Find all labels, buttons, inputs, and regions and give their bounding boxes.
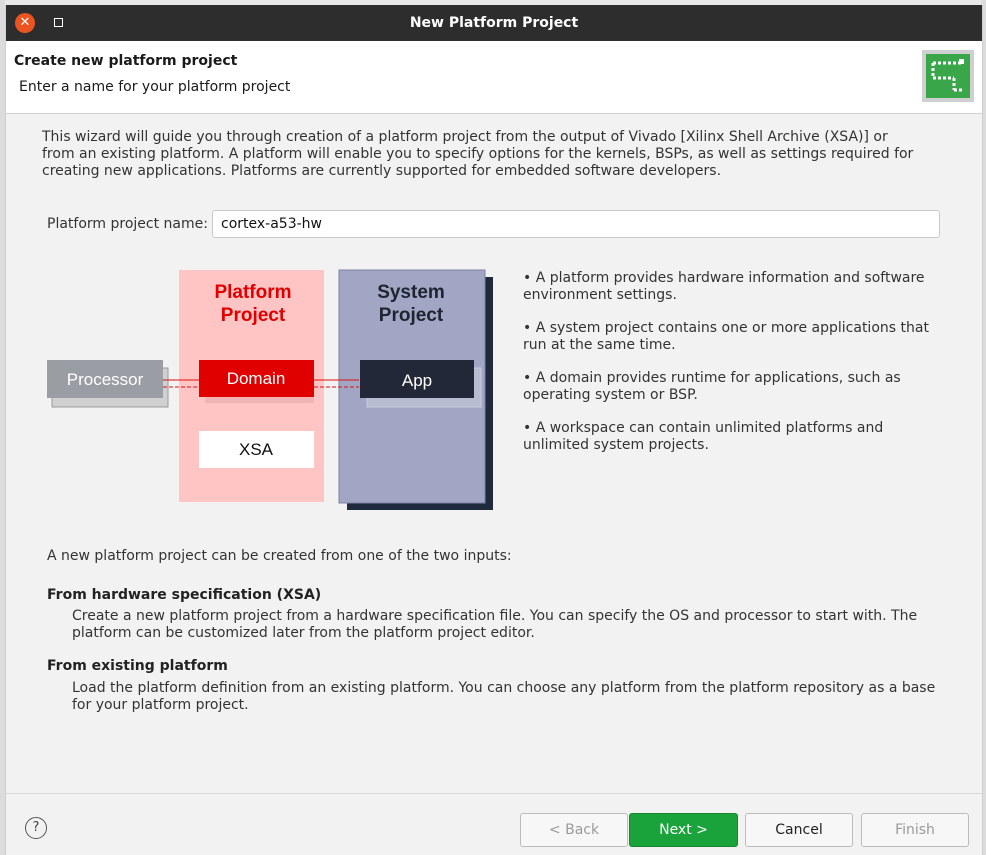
title-bar	[6, 5, 982, 41]
cancel-button[interactable]: Cancel	[745, 813, 853, 847]
system-title-line1: System	[377, 282, 445, 303]
platform-wizard-icon	[922, 50, 974, 102]
processor-label: Processor	[66, 370, 144, 389]
bullet-domain: • A domain provides runtime for applications, such as operating system or BSP.	[523, 370, 901, 403]
page-subtitle: Enter a name for your platform project	[19, 79, 291, 95]
window-title: New Platform Project	[409, 15, 579, 31]
help-button[interactable]	[25, 817, 47, 839]
bullet-platform: • A platform provides hardware information and software environment settings.	[523, 270, 925, 303]
inputs-intro: A new platform project can be created from one of the two inputs:	[47, 548, 512, 564]
close-icon: ✕	[19, 15, 31, 30]
bullet-system-project: • A system project contains one or more applications that run at the same time.	[523, 320, 929, 353]
diagram-explanations	[523, 270, 953, 470]
domain-label: Domain	[226, 369, 286, 388]
finish-button[interactable]: Finish	[861, 813, 969, 847]
hw-spec-description: Create a new platform project from a hardware specification file. You can specify the OS and processor to start with. The platform can be customized later from the platform project editor.	[72, 608, 918, 641]
help-icon: ?	[32, 820, 40, 835]
hw-spec-title: From hardware specification (XSA)	[47, 587, 322, 603]
platform-diagram	[41, 269, 501, 514]
bullet-workspace: • A workspace can contain unlimited platforms and unlimited system projects.	[523, 420, 884, 453]
intro-text: This wizard will guide you through creation of a platform project from the output of Vivado [Xilinx Shell Archive (XSA)] or from an existing platform. A platform will enable you to specify options for the kernels, BSPs, as well as settings required for creating new applications. Platforms are currently supported for embedded software developers.	[42, 129, 914, 179]
page-title: Create new platform project	[14, 53, 238, 69]
xsa-label: XSA	[238, 440, 274, 459]
project-name-input[interactable]	[212, 210, 940, 238]
platform-title-line2: Project	[220, 305, 286, 326]
wizard-dialog	[5, 5, 983, 855]
app-label: App	[401, 371, 433, 390]
existing-platform-description: Load the platform definition from an existing platform. You can choose any platform from the platform repository as a base for your platform project.	[72, 680, 936, 713]
existing-platform-title: From existing platform	[47, 658, 228, 674]
wizard-footer	[6, 793, 982, 855]
next-button[interactable]: Next >	[629, 813, 738, 847]
wizard-header	[6, 41, 982, 114]
back-button[interactable]: < Back	[520, 813, 628, 847]
wizard-content	[6, 114, 982, 794]
system-title-line2: Project	[378, 305, 444, 326]
platform-title-line1: Platform	[214, 282, 292, 303]
project-name-label: Platform project name:	[47, 216, 208, 232]
